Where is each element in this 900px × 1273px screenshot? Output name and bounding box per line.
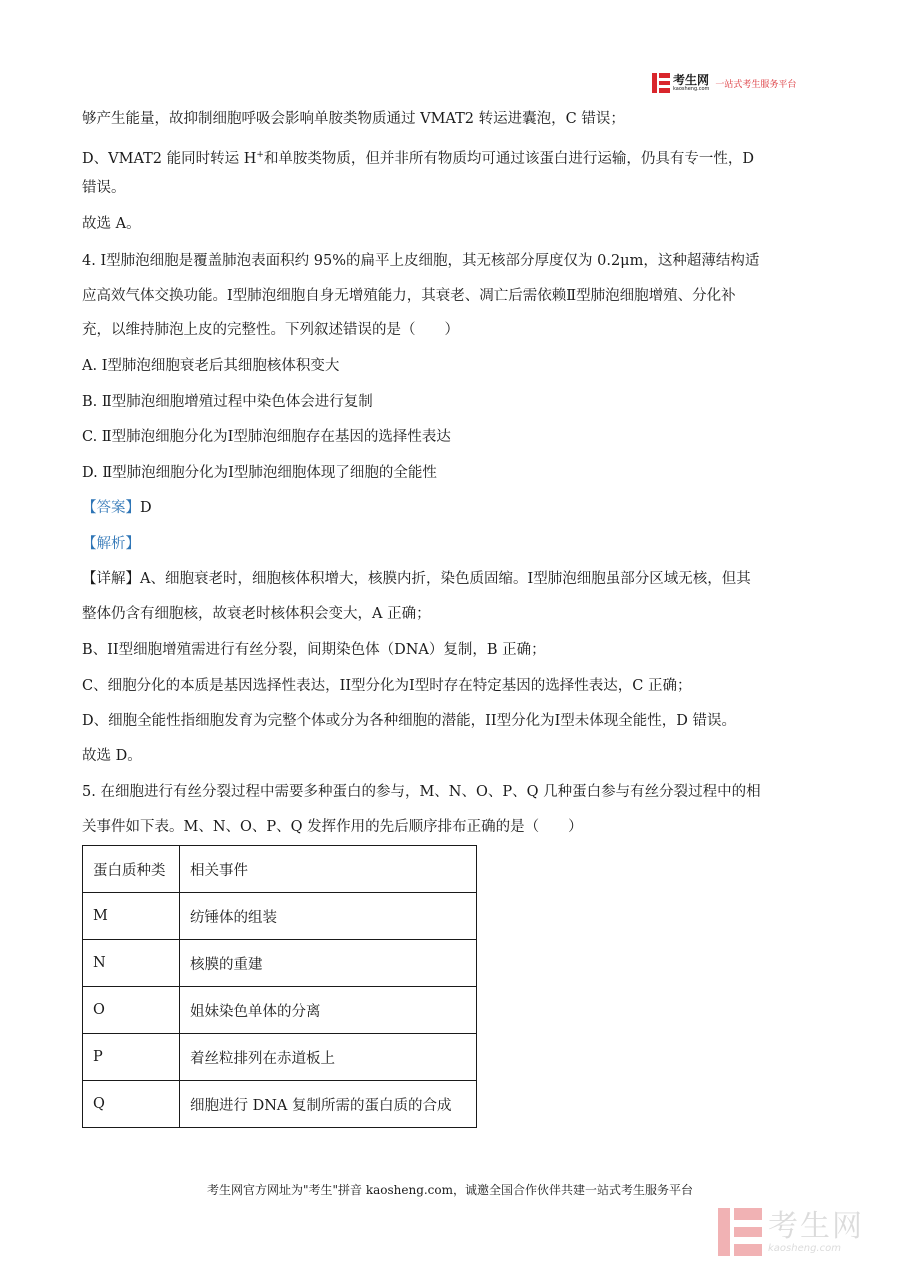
header-slogan: 一站式考生服务平台 [715, 79, 797, 90]
table-cell: 姐妹染色单体的分离 [180, 987, 477, 1034]
table-cell: 细胞进行 DNA 复制所需的蛋白质的合成 [180, 1081, 477, 1128]
table-row [83, 1034, 477, 1081]
page-footer: 考生网官方网址为"考生"拼音 kaosheng.com，诚邀全国合作伙伴共建一站式考生服务平台 [206, 1183, 694, 1197]
detail-text: C、细胞分化的本质是基因选择性表达，II型分化为I型时存在特定基因的选择性表达，C 正确； [82, 678, 692, 694]
text-line: 够产生能量，故抑制细胞呼吸会影响单胺类物质通过 VMAT2 转运进囊泡，C 错误； [82, 111, 625, 127]
question-4-text: 充，以维持肺泡上皮的完整性。下列叙述错误的是（ ） [82, 322, 459, 338]
detail-text: B、II型细胞增殖需进行有丝分裂，间期染色体（DNA）复制，B 正确； [82, 642, 546, 658]
table-cell: 着丝粒排列在赤道板上 [180, 1034, 477, 1081]
detail-text: 整体仍含有细胞核，故衰老时核体积会变大，A 正确； [82, 606, 431, 622]
table-row [83, 1081, 477, 1128]
answer-line [82, 498, 152, 518]
text-line: 故选 A。 [82, 216, 141, 232]
detail-text: 【详解】A、细胞衰老时，细胞核体积增大，核膜内折，染色质固缩。I型肺泡细胞虽部分区域无核，但其 [82, 571, 751, 587]
table-cell: N [83, 940, 180, 987]
logo-icon [652, 73, 670, 93]
answer-label: 【答案】 [82, 500, 140, 516]
watermark [718, 1208, 864, 1256]
table-cell: Q [83, 1081, 180, 1128]
option-a: A. Ⅰ型肺泡细胞衰老后其细胞核体积变大 [82, 358, 340, 374]
logo-name: 考生网 [673, 73, 710, 87]
text-line: 错误。 [82, 180, 126, 196]
table-cell: 核膜的重建 [180, 940, 477, 987]
table-cell: 纺锤体的组装 [180, 893, 477, 940]
option-d: D. Ⅱ型肺泡细胞分化为Ⅰ型肺泡细胞体现了细胞的全能性 [82, 465, 437, 481]
option-b: B. Ⅱ型肺泡细胞增殖过程中染色体会进行复制 [82, 394, 373, 410]
protein-events-table [82, 845, 477, 1128]
text-line [82, 145, 754, 169]
watermark-name: 考生网 [768, 1208, 864, 1244]
answer-value: D [140, 500, 152, 516]
question-5-text: 关事件如下表。M、N、O、P、Q 发挥作用的先后顺序排布正确的是（ ） [82, 819, 583, 835]
text-span: D、VMAT2 能同时转运 H [82, 150, 257, 167]
detail-text: D、细胞全能性指细胞发育为完整个体或分为各种细胞的潜能，II型分化为I型未体现全能性，D 错误。 [82, 713, 737, 729]
analysis-label: 【解析】 [82, 536, 140, 552]
question-4-text: 4. Ⅰ型肺泡细胞是覆盖肺泡表面积约 95%的扁平上皮细胞，其无核部分厚度仅为 0.2μm，这种超薄结构适 [82, 253, 760, 269]
watermark-domain: kaosheng.com [768, 1242, 841, 1254]
watermark-logo-icon [718, 1208, 762, 1256]
table-row [83, 940, 477, 987]
question-5-text: 5. 在细胞进行有丝分裂过程中需要多种蛋白的参与，M、N、O、P、Q 几种蛋白参与有丝分裂过程中的相 [82, 784, 761, 800]
table-header-cell: 相关事件 [180, 846, 477, 893]
table-cell: M [83, 893, 180, 940]
option-c: C. Ⅱ型肺泡细胞分化为Ⅰ型肺泡细胞存在基因的选择性表达 [82, 429, 451, 445]
text-span: 和单胺类物质，但并非所有物质均可通过该蛋白进行运输，仍具有专一性，D [263, 150, 755, 167]
detail-text: 故选 D。 [82, 748, 142, 764]
question-4-text: 应高效气体交换功能。Ⅰ型肺泡细胞自身无增殖能力，其衰老、凋亡后需依赖Ⅱ型肺泡细胞增殖、分化补 [82, 288, 736, 304]
superscript: + [256, 150, 264, 160]
table-cell: P [83, 1034, 180, 1081]
table-header-row [83, 846, 477, 893]
table-header-cell: 蛋白质种类 [83, 846, 180, 893]
header-logo [652, 72, 796, 94]
table-row [83, 987, 477, 1034]
logo-domain: kaosheng.com [673, 86, 710, 92]
table-row [83, 893, 477, 940]
table-cell: O [83, 987, 180, 1034]
